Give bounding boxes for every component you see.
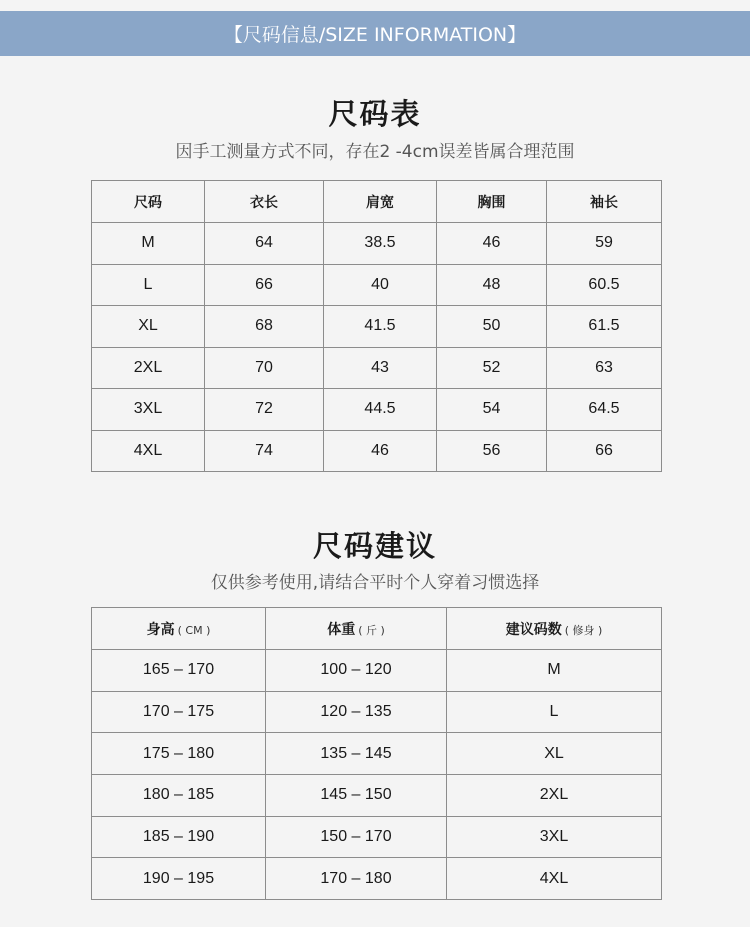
table-cell: 59 (547, 223, 662, 265)
table-row (92, 816, 662, 858)
table-cell: 145 – 150 (266, 775, 447, 817)
header-bar (0, 11, 750, 56)
table-cell: L (447, 691, 662, 733)
column-header-label: 身高 (146, 621, 175, 638)
column-header-label: 体重 (327, 621, 356, 638)
table-cell: 38.5 (324, 223, 437, 265)
column-header: 尺码 (92, 181, 205, 223)
table-cell: 56 (437, 430, 547, 472)
column-header (447, 608, 662, 650)
table-row (92, 306, 662, 348)
size-table-title: 尺码表 (328, 97, 422, 131)
table-cell: 46 (324, 430, 437, 472)
table-cell: 66 (205, 264, 324, 306)
table-row (92, 650, 662, 692)
table-row (92, 347, 662, 389)
table-cell: 150 – 170 (266, 816, 447, 858)
table-cell: 3XL (92, 389, 205, 431)
table-cell: 4XL (447, 858, 662, 900)
table-cell: 165 – 170 (92, 650, 266, 692)
table-row (92, 775, 662, 817)
table-cell: 70 (205, 347, 324, 389)
size-table (91, 180, 662, 472)
column-header-unit: ( 斤 ) (358, 623, 385, 637)
table-cell: 63 (547, 347, 662, 389)
table-row (92, 858, 662, 900)
table-cell: 135 – 145 (266, 733, 447, 775)
table-cell: 43 (324, 347, 437, 389)
table-cell: 48 (437, 264, 547, 306)
suggest-table (91, 607, 662, 900)
table-cell: M (92, 223, 205, 265)
table-cell: 64 (205, 223, 324, 265)
column-header: 袖长 (547, 181, 662, 223)
column-header-label: 建议码数 (505, 621, 562, 638)
table-cell: 50 (437, 306, 547, 348)
table-cell: 44.5 (324, 389, 437, 431)
size-table-header-row (92, 181, 662, 223)
column-header: 衣长 (205, 181, 324, 223)
table-cell: 2XL (447, 775, 662, 817)
table-cell: 190 – 195 (92, 858, 266, 900)
suggest-table-subtitle: 仅供参考使用,请结合平时个人穿着习惯选择 (210, 573, 540, 593)
table-cell: 60.5 (547, 264, 662, 306)
column-header-unit: ( 修身 ) (564, 623, 603, 637)
size-table-subtitle: 因手工测量方式不同，存在2 -4cm误差皆属合理范围 (175, 142, 575, 162)
table-row (92, 733, 662, 775)
table-row (92, 389, 662, 431)
table-cell: 64.5 (547, 389, 662, 431)
table-row (92, 691, 662, 733)
table-cell: 41.5 (324, 306, 437, 348)
table-cell: L (92, 264, 205, 306)
table-row (92, 430, 662, 472)
table-cell: 46 (437, 223, 547, 265)
table-cell: M (447, 650, 662, 692)
column-header (92, 608, 266, 650)
column-header: 肩宽 (324, 181, 437, 223)
table-cell: 185 – 190 (92, 816, 266, 858)
table-cell: 66 (547, 430, 662, 472)
suggest-table-title: 尺码建议 (312, 529, 437, 563)
column-header (266, 608, 447, 650)
table-cell: 170 – 175 (92, 691, 266, 733)
table-row (92, 264, 662, 306)
table-cell: 3XL (447, 816, 662, 858)
table-cell: 100 – 120 (266, 650, 447, 692)
table-cell: 170 – 180 (266, 858, 447, 900)
header-label: 【尺码信息/SIZE INFORMATION】 (223, 24, 527, 46)
table-cell: 74 (205, 430, 324, 472)
table-cell: 52 (437, 347, 547, 389)
table-cell: XL (92, 306, 205, 348)
table-cell: XL (447, 733, 662, 775)
table-cell: 4XL (92, 430, 205, 472)
table-cell: 120 – 135 (266, 691, 447, 733)
column-header: 胸围 (437, 181, 547, 223)
table-cell: 72 (205, 389, 324, 431)
table-cell: 61.5 (547, 306, 662, 348)
table-cell: 175 – 180 (92, 733, 266, 775)
table-cell: 40 (324, 264, 437, 306)
table-row (92, 223, 662, 265)
table-cell: 68 (205, 306, 324, 348)
column-header-unit: ( CM ) (177, 623, 211, 637)
suggest-table-header-row (92, 608, 662, 650)
table-cell: 2XL (92, 347, 205, 389)
table-cell: 180 – 185 (92, 775, 266, 817)
table-cell: 54 (437, 389, 547, 431)
